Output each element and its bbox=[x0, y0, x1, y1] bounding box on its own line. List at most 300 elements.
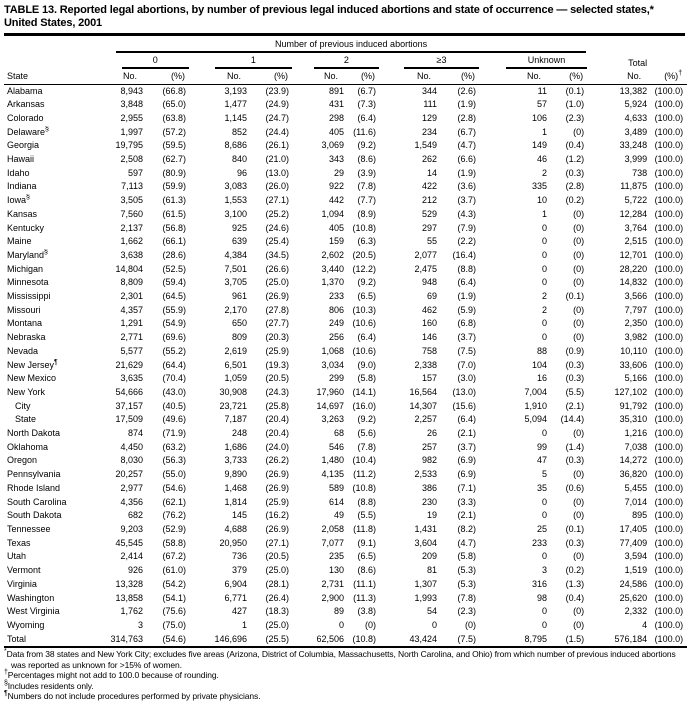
no-cell: 0 bbox=[541, 510, 547, 521]
state-cell: Idaho bbox=[7, 167, 30, 178]
pct-cell: (7.0) bbox=[457, 359, 476, 370]
table-row bbox=[4, 276, 687, 290]
no-cell: 1,662 bbox=[120, 236, 143, 247]
table-row bbox=[4, 180, 687, 194]
no-cell: 25,620 bbox=[619, 592, 648, 603]
no-cell: 4,356 bbox=[120, 496, 143, 507]
table-row bbox=[4, 331, 687, 345]
table-row bbox=[4, 359, 687, 373]
no-column-header: No. bbox=[100, 69, 146, 85]
pct-cell: (2.1) bbox=[457, 428, 476, 439]
no-cell: 895 bbox=[632, 510, 648, 521]
no-column-header: No. bbox=[190, 69, 250, 85]
dagger-marker: † bbox=[4, 669, 8, 677]
no-cell: 1,910 bbox=[524, 400, 547, 411]
pct-cell: (5.9) bbox=[457, 304, 476, 315]
pct-cell: (11.1) bbox=[353, 578, 376, 589]
no-cell: 0 bbox=[541, 277, 547, 288]
pct-cell: (2.1) bbox=[565, 400, 585, 411]
pct-cell: (58.8) bbox=[162, 537, 186, 548]
no-cell: 422 bbox=[421, 181, 437, 192]
no-cell: 431 bbox=[328, 99, 344, 110]
no-cell: 2 bbox=[541, 304, 547, 315]
no-cell: 2,414 bbox=[120, 551, 143, 562]
no-cell: 46 bbox=[536, 154, 547, 165]
pct-cell: (57.2) bbox=[162, 126, 186, 137]
no-cell: 25 bbox=[536, 524, 547, 534]
pct-cell: (100.0) bbox=[654, 578, 684, 589]
pct-cell: (54.9) bbox=[162, 318, 186, 329]
pct-cell: (6.4) bbox=[457, 277, 476, 288]
pct-cell: (67.2) bbox=[162, 551, 186, 562]
no-cell: 1,477 bbox=[224, 99, 247, 110]
state-cell: New Jersey¶ bbox=[7, 358, 58, 370]
no-cell: 33,606 bbox=[619, 359, 648, 370]
no-cell: 54 bbox=[426, 606, 437, 617]
pct-cell: (100.0) bbox=[654, 195, 684, 206]
pct-cell: (1.0) bbox=[565, 99, 585, 110]
pct-cell: (0) bbox=[365, 619, 376, 630]
table-row bbox=[4, 509, 687, 523]
pct-cell: (16.2) bbox=[265, 510, 289, 521]
pct-cell: (2.1) bbox=[457, 510, 476, 521]
no-cell: 9,203 bbox=[120, 524, 143, 534]
table-row bbox=[4, 345, 687, 359]
no-cell: 17,509 bbox=[115, 414, 143, 425]
no-cell: 13,328 bbox=[115, 578, 143, 589]
footnote-asterisk: *Data from 38 states and New York City; excludes five areas (Arizona, District of Columbia, Massachusetts, North Carolina, and Ohio) from which number of previous induced abortions was reported as unknown for >15% of women. bbox=[4, 648, 676, 670]
pct-cell: (64.4) bbox=[162, 359, 186, 370]
no-cell: 0 bbox=[541, 249, 547, 260]
pct-cell: (20.4) bbox=[265, 428, 289, 439]
pct-cell: (100.0) bbox=[654, 208, 684, 219]
no-cell: 639 bbox=[231, 236, 247, 247]
pct-cell: (43.0) bbox=[162, 386, 186, 397]
no-cell: 19,795 bbox=[115, 140, 143, 151]
pct-cell: (61.5) bbox=[162, 208, 186, 219]
no-cell: 11,875 bbox=[620, 181, 648, 192]
pct-cell: (0) bbox=[573, 606, 585, 617]
no-cell: 3 bbox=[137, 619, 143, 630]
no-cell: 7,014 bbox=[624, 496, 648, 507]
no-cell: 806 bbox=[328, 304, 344, 315]
pct-cell: (100.0) bbox=[654, 222, 684, 233]
pct-cell: (6.4) bbox=[457, 414, 476, 425]
no-cell: 3,263 bbox=[321, 414, 344, 425]
no-cell: 104 bbox=[531, 359, 547, 370]
pct-column-header: (%) bbox=[550, 69, 588, 85]
pct-cell: (24.9) bbox=[265, 99, 289, 110]
pct-cell: (80.9) bbox=[162, 167, 186, 178]
no-cell: 2,077 bbox=[414, 249, 437, 260]
pct-cell: (0.4) bbox=[565, 592, 585, 603]
pct-cell: (8.8) bbox=[357, 496, 376, 507]
pct-cell: (0.6) bbox=[565, 482, 585, 493]
pct-cell: (54.2) bbox=[162, 578, 186, 589]
table-row bbox=[4, 578, 687, 592]
no-cell: 809 bbox=[231, 332, 247, 343]
pct-cell: (25.2) bbox=[265, 208, 289, 219]
no-cell: 146,696 bbox=[190, 633, 250, 648]
pct-cell: (0.1) bbox=[565, 291, 585, 302]
state-cell: Missouri bbox=[7, 304, 41, 315]
state-footnote-marker: ¶ bbox=[54, 358, 58, 366]
pct-cell: (13.0) bbox=[265, 167, 289, 178]
pct-cell: (0) bbox=[573, 263, 585, 274]
no-cell: 106 bbox=[531, 112, 547, 123]
table-row bbox=[4, 126, 687, 140]
pct-cell: (100.0) bbox=[654, 455, 684, 466]
pct-cell: (0) bbox=[573, 496, 585, 507]
pct-cell: (14.1) bbox=[352, 386, 376, 397]
no-cell: 157 bbox=[421, 373, 437, 384]
pct-cell: (4.3) bbox=[457, 208, 476, 219]
state-cell: Hawaii bbox=[7, 154, 35, 165]
no-cell: 8,809 bbox=[120, 277, 143, 288]
no-cell: 234 bbox=[421, 126, 437, 137]
pct-cell: (16.0) bbox=[352, 400, 376, 411]
no-cell: 35 bbox=[536, 482, 547, 493]
pct-cell: (54.6) bbox=[162, 482, 186, 493]
pct-cell: (0) bbox=[573, 469, 585, 480]
state-cell: Maine bbox=[7, 236, 32, 247]
pct-cell: (100.0) bbox=[654, 345, 684, 356]
state-cell: Wyoming bbox=[7, 619, 45, 630]
pct-cell: (34.5) bbox=[265, 249, 289, 260]
state-cell: Kansas bbox=[7, 208, 38, 219]
no-cell: 961 bbox=[231, 291, 247, 302]
no-cell: 77,409 bbox=[619, 537, 648, 548]
pct-cell: (10.8) bbox=[352, 222, 376, 233]
no-cell: 6,501 bbox=[224, 359, 247, 370]
spacer-cell bbox=[4, 36, 100, 53]
state-cell: Alabama bbox=[7, 85, 43, 96]
pct-cell: (4.7) bbox=[457, 140, 476, 151]
pct-cell: (100.0) bbox=[654, 400, 684, 411]
pct-cell: (0.3) bbox=[565, 359, 585, 370]
no-cell: 840 bbox=[231, 154, 247, 165]
no-cell: 16,564 bbox=[409, 386, 437, 397]
no-cell: 758 bbox=[421, 345, 437, 356]
no-cell: 3,489 bbox=[624, 126, 648, 137]
no-cell: 233 bbox=[531, 537, 547, 548]
no-cell: 0 bbox=[541, 551, 547, 562]
pct-cell: (0) bbox=[573, 510, 585, 521]
pct-cell: (18.3) bbox=[265, 606, 289, 617]
state-cell: Mississippi bbox=[7, 291, 51, 302]
table-header bbox=[4, 36, 687, 85]
pct-cell: (100.0) bbox=[654, 428, 684, 439]
no-cell: 11 bbox=[537, 85, 547, 96]
no-cell: 2,257 bbox=[414, 414, 437, 425]
no-cell: 925 bbox=[231, 222, 247, 233]
table-row bbox=[4, 496, 687, 510]
state-cell: Michigan bbox=[7, 263, 44, 274]
pct-cell: (27.8) bbox=[265, 304, 289, 315]
no-cell: 529 bbox=[421, 208, 437, 219]
state-cell: North Dakota bbox=[7, 428, 61, 439]
no-cell: 88 bbox=[536, 345, 547, 356]
no-cell: 146 bbox=[421, 332, 437, 343]
no-cell: 160 bbox=[421, 318, 437, 329]
pct-cell: (26.4) bbox=[265, 592, 289, 603]
pct-cell: (0) bbox=[465, 619, 476, 630]
no-cell: 5,577 bbox=[120, 345, 143, 356]
state-cell: South Carolina bbox=[7, 496, 67, 507]
table-title bbox=[4, 4, 685, 30]
group-header-0: 0 bbox=[100, 53, 190, 69]
pct-cell: (100.0) bbox=[654, 441, 684, 452]
no-cell: 209 bbox=[421, 551, 437, 562]
no-cell: 23,721 bbox=[219, 400, 247, 411]
pct-cell: (2.8) bbox=[457, 112, 476, 123]
pct-cell: (75.0) bbox=[162, 619, 186, 630]
group-header-2: 2 bbox=[293, 53, 380, 69]
state-footnote-marker: § bbox=[26, 194, 30, 202]
table-row bbox=[4, 386, 687, 400]
abortions-table bbox=[4, 36, 687, 649]
pct-cell: (100.0) bbox=[654, 85, 684, 96]
state-cell: Nebraska bbox=[7, 332, 46, 343]
no-cell: 314,763 bbox=[100, 633, 146, 648]
no-cell: 1,145 bbox=[224, 112, 247, 123]
table-title-line1: TABLE 13. Reported legal abortions, by number of previous legal induced abortions and state of occurrence — selected states,* bbox=[4, 4, 654, 16]
pct-cell: (6.5) bbox=[357, 551, 376, 562]
no-cell: 249 bbox=[328, 318, 344, 329]
no-cell: 33,248 bbox=[619, 140, 648, 151]
pct-cell: (6.6) bbox=[457, 154, 476, 165]
pct-cell: (24.7) bbox=[265, 112, 289, 123]
no-cell: 0 bbox=[338, 619, 344, 630]
pct-cell: (52.5) bbox=[162, 263, 186, 274]
no-cell: 233 bbox=[328, 291, 344, 302]
no-cell: 0 bbox=[541, 496, 547, 507]
total-row bbox=[4, 633, 687, 648]
pct-cell: (9.2) bbox=[357, 140, 376, 151]
pct-cell: (8.6) bbox=[357, 565, 376, 576]
no-cell: 3,638 bbox=[120, 249, 143, 260]
pct-cell: (5.5) bbox=[565, 386, 585, 397]
pct-cell: (6.4) bbox=[357, 332, 376, 343]
no-cell: 28,220 bbox=[619, 263, 648, 274]
no-cell: 576,184 bbox=[588, 633, 650, 648]
no-cell: 1,431 bbox=[414, 524, 437, 534]
no-cell: 3,848 bbox=[120, 99, 143, 110]
pct-cell: (7.5) bbox=[457, 345, 476, 356]
no-cell: 3,440 bbox=[321, 263, 344, 274]
no-cell: 14,804 bbox=[115, 263, 143, 274]
table-title-line2: United States, 2001 bbox=[4, 17, 103, 29]
no-column-header: No. bbox=[480, 69, 550, 85]
no-cell: 14,697 bbox=[316, 400, 344, 411]
state-cell: City bbox=[15, 400, 31, 411]
state-cell: Maryland§ bbox=[7, 248, 48, 260]
no-cell: 127,102 bbox=[614, 386, 648, 397]
no-cell: 2,137 bbox=[120, 222, 143, 233]
state-cell: Kentucky bbox=[7, 222, 45, 233]
no-cell: 7,077 bbox=[321, 537, 344, 548]
no-cell: 129 bbox=[421, 112, 437, 123]
no-cell: 62,506 bbox=[293, 633, 347, 648]
no-cell: 2,301 bbox=[120, 291, 143, 302]
pct-cell: (6.5) bbox=[357, 291, 376, 302]
no-cell: 1,216 bbox=[624, 428, 648, 439]
pct-cell: (9.0) bbox=[357, 359, 376, 370]
pct-cell: (100.0) bbox=[654, 291, 684, 302]
pct-cell: (0) bbox=[573, 277, 585, 288]
state-cell: Oklahoma bbox=[7, 441, 49, 452]
pct-cell: (61.3) bbox=[162, 195, 186, 206]
pct-cell: (100.0) bbox=[654, 181, 684, 192]
no-cell: 1 bbox=[541, 208, 547, 219]
no-cell: 297 bbox=[421, 222, 437, 233]
no-cell: 1,370 bbox=[321, 277, 344, 288]
no-cell: 7,038 bbox=[624, 441, 648, 452]
pct-cell: (8.2) bbox=[457, 524, 476, 534]
no-cell: 3,069 bbox=[321, 140, 344, 151]
table-row bbox=[4, 249, 687, 263]
no-cell: 98 bbox=[536, 592, 547, 603]
no-cell: 262 bbox=[421, 154, 437, 165]
pct-cell: (5.3) bbox=[457, 578, 476, 589]
state-cell: New York bbox=[7, 386, 46, 397]
no-cell: 405 bbox=[328, 222, 344, 233]
no-cell: 5,455 bbox=[624, 482, 648, 493]
no-cell: 3,034 bbox=[321, 359, 344, 370]
pct-cell: (1.3) bbox=[565, 578, 585, 589]
total-header: Total bbox=[628, 57, 648, 68]
no-cell: 1,094 bbox=[321, 208, 344, 219]
no-cell: 874 bbox=[127, 428, 143, 439]
pct-cell: (24.6) bbox=[265, 222, 289, 233]
dagger-icon: † bbox=[678, 69, 683, 77]
pct-cell: (100.0) bbox=[654, 99, 684, 110]
state-cell: Oregon bbox=[7, 455, 38, 466]
table-row bbox=[4, 468, 687, 482]
no-cell: 5,094 bbox=[524, 414, 547, 425]
spacer-cell bbox=[588, 36, 687, 53]
pct-cell: (0.9) bbox=[565, 345, 585, 356]
state-column-header: State bbox=[4, 69, 100, 85]
pct-cell: (28.1) bbox=[265, 578, 289, 589]
state-cell: Washington bbox=[7, 592, 55, 603]
asterisk-marker: * bbox=[4, 648, 7, 656]
no-cell: 7,113 bbox=[121, 181, 143, 192]
no-cell: 891 bbox=[328, 85, 344, 96]
pct-cell: (64.5) bbox=[162, 291, 186, 302]
pct-cell: (6.3) bbox=[357, 236, 376, 247]
no-cell: 159 bbox=[328, 236, 344, 247]
table-row bbox=[4, 139, 687, 153]
pct-cell: (100.0) bbox=[654, 537, 684, 548]
pct-cell: (52.9) bbox=[162, 524, 186, 534]
pct-cell: (14.4) bbox=[560, 414, 585, 425]
pct-cell: (100.0) bbox=[654, 496, 684, 507]
table-row bbox=[4, 400, 687, 414]
pct-cell: (25.4) bbox=[265, 236, 289, 247]
pct-cell: (26.9) bbox=[265, 469, 289, 480]
pct-cell: (7.5) bbox=[440, 633, 480, 648]
pct-cell: (7.3) bbox=[357, 99, 376, 110]
state-cell: Utah bbox=[7, 551, 27, 562]
no-cell: 1,553 bbox=[224, 195, 247, 206]
pct-cell: (7.7) bbox=[357, 195, 376, 206]
pct-cell: (1.2) bbox=[565, 154, 585, 165]
no-cell: 37,157 bbox=[115, 400, 143, 411]
state-cell: Georgia bbox=[7, 140, 40, 151]
no-cell: 2,338 bbox=[414, 359, 437, 370]
state-cell: New Mexico bbox=[7, 373, 57, 384]
pct-cell: (6.9) bbox=[457, 455, 476, 466]
pct-cell: (100.0) bbox=[654, 373, 684, 384]
pct-cell: (11.6) bbox=[353, 126, 376, 137]
no-cell: 4,135 bbox=[321, 469, 344, 480]
state-cell: South Dakota bbox=[7, 510, 62, 521]
pct-cell: (3.3) bbox=[457, 496, 476, 507]
no-cell: 3,505 bbox=[120, 195, 143, 206]
no-cell: 235 bbox=[328, 551, 344, 562]
pct-cell: (26.9) bbox=[265, 524, 289, 534]
no-cell: 405 bbox=[328, 126, 344, 137]
subheader-row bbox=[4, 69, 687, 85]
no-cell: 2,900 bbox=[321, 592, 344, 603]
pct-cell: (100.0) bbox=[654, 304, 684, 315]
pct-cell: (8.6) bbox=[357, 154, 376, 165]
pct-cell: (56.8) bbox=[162, 222, 186, 233]
no-cell: 16 bbox=[536, 373, 547, 384]
spacer-cell bbox=[4, 53, 100, 69]
pct-cell: (63.8) bbox=[162, 112, 186, 123]
no-cell: 0 bbox=[541, 619, 547, 630]
no-cell: 2,475 bbox=[414, 263, 437, 274]
no-cell: 3,083 bbox=[224, 181, 247, 192]
no-cell: 230 bbox=[421, 496, 437, 507]
pct-cell: (4.7) bbox=[457, 537, 476, 548]
pct-cell: (100.0) bbox=[654, 318, 684, 329]
state-cell: Colorado bbox=[7, 112, 44, 123]
pct-cell: (54.6) bbox=[146, 633, 190, 648]
no-cell: 5,166 bbox=[624, 373, 648, 384]
no-cell: 54,666 bbox=[115, 386, 143, 397]
pct-cell: (10.4) bbox=[352, 455, 376, 466]
no-cell: 650 bbox=[231, 318, 247, 329]
pct-cell: (62.1) bbox=[162, 496, 186, 507]
no-cell: 3,764 bbox=[624, 222, 648, 233]
state-cell: Arkansas bbox=[7, 99, 45, 110]
pct-cell: (100.0) bbox=[654, 592, 684, 603]
pct-cell: (25.0) bbox=[265, 565, 289, 576]
no-cell: 2,350 bbox=[624, 318, 648, 329]
no-cell: 5,722 bbox=[624, 195, 648, 206]
no-cell: 922 bbox=[328, 181, 344, 192]
table-row bbox=[4, 235, 687, 249]
pct-column-header: (%) bbox=[250, 69, 293, 85]
no-cell: 55 bbox=[426, 236, 437, 247]
pct-cell: (61.0) bbox=[162, 565, 186, 576]
pct-cell: (11.3) bbox=[353, 592, 376, 603]
no-cell: 0 bbox=[541, 332, 547, 343]
table-row bbox=[4, 194, 687, 208]
state-cell: Nevada bbox=[7, 345, 39, 356]
pct-cell: (26.9) bbox=[265, 482, 289, 493]
pct-cell: (10.8) bbox=[352, 482, 376, 493]
no-cell: 2,332 bbox=[624, 606, 648, 617]
table-row bbox=[4, 304, 687, 318]
group-header-row bbox=[4, 53, 687, 69]
pct-cell: (25.9) bbox=[265, 496, 289, 507]
pct-cell: (19.3) bbox=[265, 359, 289, 370]
pct-cell: (63.2) bbox=[162, 441, 186, 452]
